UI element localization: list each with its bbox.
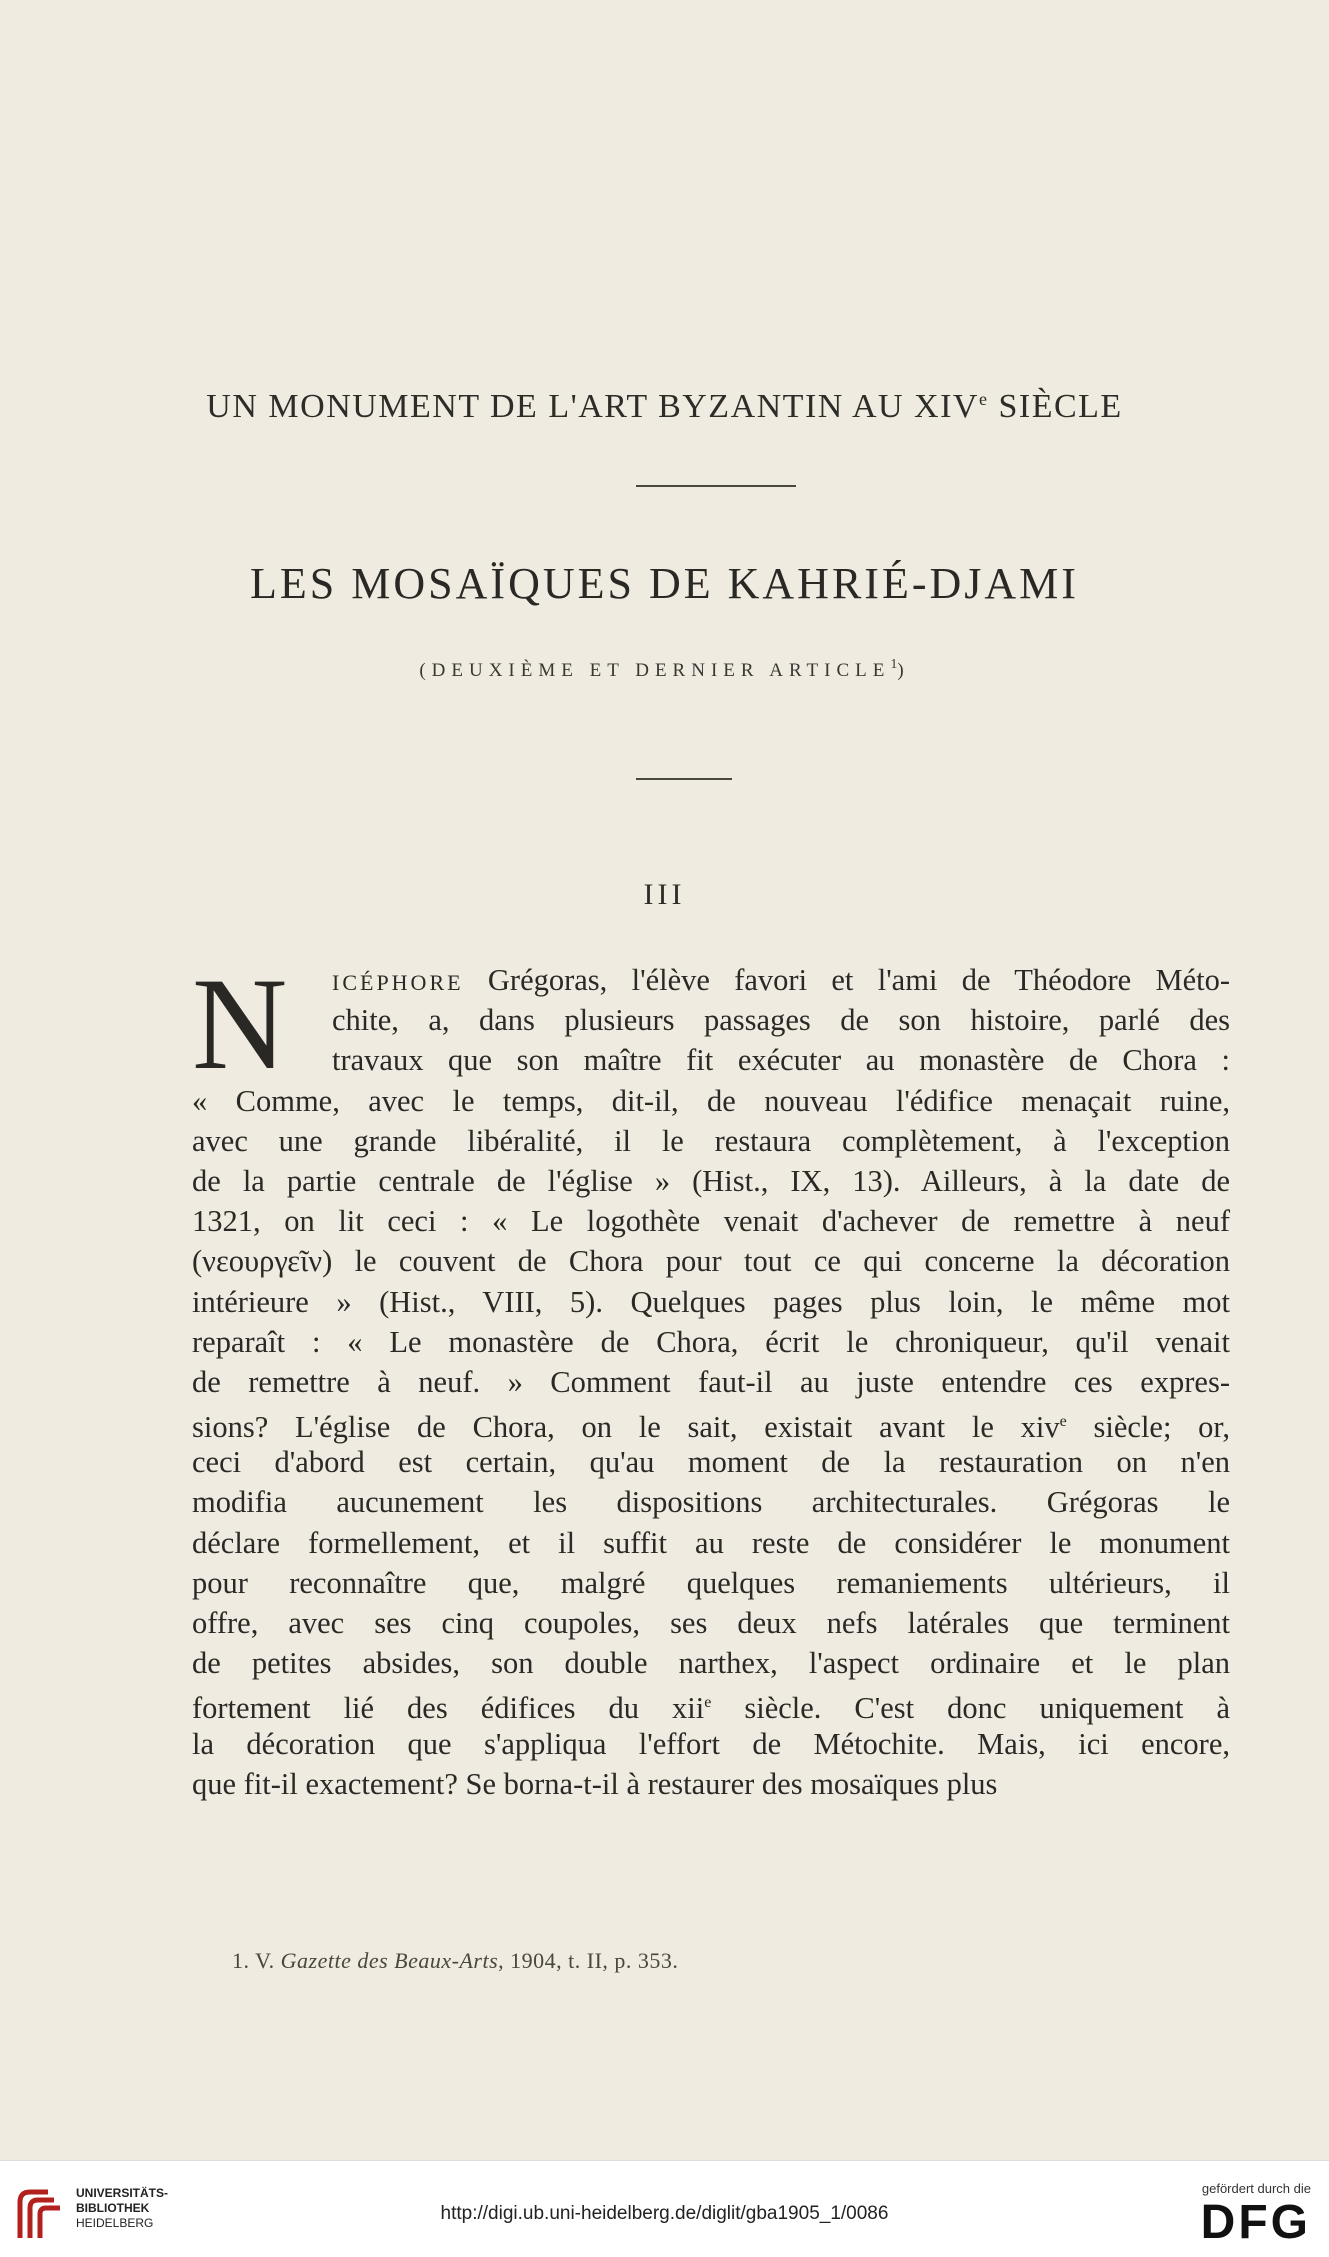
title-rule-top	[636, 485, 796, 487]
footnote-journal: Gazette des Beaux-Arts	[280, 1948, 499, 1973]
running-supertitle	[0, 388, 1329, 426]
body-line-15: déclare formellement, et il suffit au reste de considérer le monument	[192, 1525, 1230, 1560]
supertitle-superscript: e	[978, 389, 989, 409]
body-line-8: (νεουργεῖν) le couvent de Chora pour tout ce qui concerne la décoration	[192, 1244, 1230, 1279]
first-word-smallcaps: ICÉPHORE	[332, 970, 464, 995]
body-line-6: de la partie centrale de l'église » (Hist., IX, 13). Ailleurs, à la date de	[192, 1163, 1230, 1198]
supertitle-text: UN MONUMENT DE L'ART BYZANTIN AU XIV	[206, 388, 979, 425]
line-text-end: siècle; or,	[1066, 1410, 1230, 1445]
line-text: sions? L'église de Chora, on le sait, existait avant le xiv	[192, 1410, 1060, 1445]
subtitle-close: )	[897, 660, 910, 681]
body-line-3: travaux que son maître fit exécuter au monastère de Chora :	[332, 1043, 1230, 1078]
line-text-end: siècle. C'est donc uniquement à	[711, 1691, 1230, 1726]
subtitle-text: (DEUXIÈME ET DERNIER ARTICLE	[419, 660, 891, 681]
funder-label: gefördert durch die	[1201, 2181, 1311, 2196]
body-line-1	[192, 960, 1230, 1000]
footnote-marker: 1	[890, 657, 898, 672]
library-name-line: UNIVERSITÄTS-	[76, 2186, 169, 2200]
library-name-line: HEIDELBERG	[76, 2216, 154, 2230]
body-line-9: intérieure » (Hist., VIII, 5). Quelques pages plus loin, le même mot	[192, 1284, 1230, 1319]
body-line-17: offre, avec ses cinq coupoles, ses deux nefs latérales que terminent	[192, 1606, 1230, 1640]
superscript: e	[704, 1694, 712, 1712]
body-line-16: pour reconnaître que, malgré quelques remaniements ultérieurs, il	[192, 1565, 1230, 1600]
body-line-13: ceci d'abord est certain, qu'au moment de la restauration on n'en	[192, 1445, 1230, 1480]
article-body	[192, 950, 1231, 1804]
body-line-10: reparaît : « Le monastère de Chora, écrit le chroniqueur, qu'il venait	[192, 1324, 1230, 1359]
body-line-18: de petites absides, son double narthex, l'aspect ordinaire et le plan	[192, 1646, 1230, 1681]
superscript: e	[1059, 1413, 1067, 1431]
body-line-4: « Comme, avec le temps, dit-il, de nouveau l'édifice menaçait ruine,	[192, 1083, 1230, 1118]
body-line-20: la décoration que s'appliqua l'effort de Métochite. Mais, ici encore,	[192, 1726, 1230, 1761]
body-line-7: 1321, on lit ceci : « Le logothète venait d'achever de remettre à neuf	[192, 1204, 1230, 1239]
line-text: fortement lié des édifices du xii	[192, 1691, 705, 1726]
article-subtitle	[0, 657, 1329, 682]
body-line-11: de remettre à neuf. » Comment faut-il au juste entendre ces expres-	[192, 1364, 1230, 1399]
footnote-prefix: 1. V.	[232, 1948, 281, 1973]
line-text: Grégoras, l'élève favori et l'ami de Théodore Méto-	[487, 963, 1231, 997]
article-title: LES MOSAÏQUES DE KAHRIÉ-DJAMI	[250, 559, 1079, 608]
permalink-url[interactable]: http://digi.ub.uni-heidelberg.de/diglit/gba1905_1/0086	[440, 2203, 889, 2224]
footnote-suffix: , 1904, t. II, p. 353.	[498, 1948, 679, 1973]
body-line-14: modifia aucunement les dispositions architecturales. Grégoras le	[192, 1485, 1230, 1520]
footnote	[232, 1948, 678, 1974]
section-number: III	[643, 878, 686, 911]
body-line-19	[192, 1683, 1230, 1726]
dfg-logo: DFG	[1200, 2196, 1311, 2249]
body-line-2: chite, a, dans plusieurs passages de son histoire, parlé des	[332, 1003, 1230, 1038]
body-line-21: que fit-il exactement? Se borna-t-il à restaurer des mosaïques plus	[192, 1766, 998, 1801]
drop-cap: N	[192, 950, 288, 1097]
library-name-line: BIBLIOTHEK	[76, 2201, 150, 2215]
supertitle-end: SIÈCLE	[998, 388, 1123, 425]
body-line-12	[192, 1402, 1230, 1445]
title-rule-bottom	[636, 778, 732, 780]
body-line-5: avec une grande libéralité, il le restaura complètement, à l'exception	[192, 1123, 1230, 1158]
